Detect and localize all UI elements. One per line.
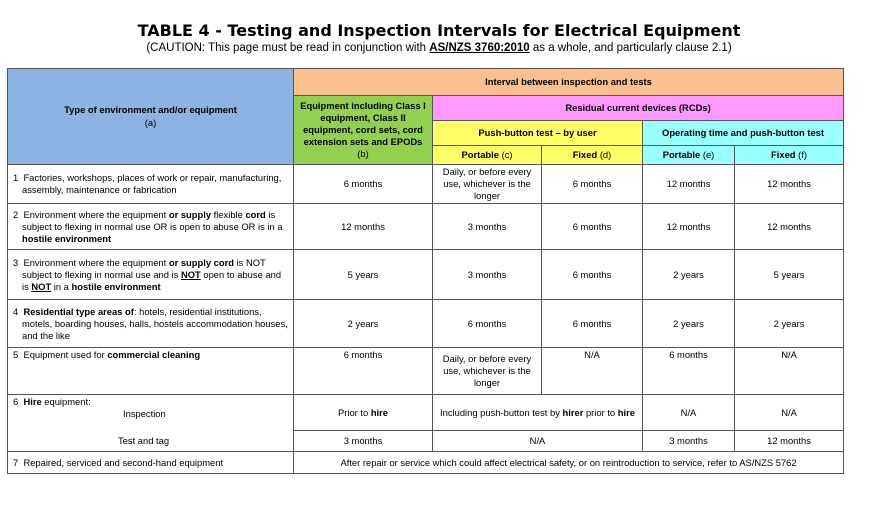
row-number: 2 [13, 208, 19, 220]
env-text: flexible [211, 208, 246, 220]
cell-text: Prior to [337, 406, 371, 418]
header-equipment [294, 96, 433, 165]
cell-emphasis: hirer [562, 406, 584, 418]
env-emphasis: Hire [23, 396, 42, 408]
env-text: Environment where the equipment [23, 208, 169, 220]
header-fixed-d-label: Fixed [572, 148, 598, 160]
header-fixed-f [735, 146, 844, 165]
cell-b: 6 months [294, 348, 433, 395]
cell-c: Daily, or before every use, whichever is the longer [433, 165, 542, 204]
cell-d: 6 months [542, 204, 643, 250]
env-cell [8, 165, 294, 204]
cell-c: 3 months [433, 204, 542, 250]
cell-f: 2 years [735, 300, 844, 348]
header-code-f: (f) [798, 148, 807, 160]
cell-text: prior to [583, 406, 618, 418]
cell-b: 12 months [294, 204, 433, 250]
cell-f: N/A [735, 348, 844, 395]
table-row [8, 250, 844, 300]
cell-e: 2 years [643, 300, 735, 348]
table-row [8, 395, 844, 431]
header-fixed-d [542, 146, 643, 165]
env-emphasis: hostile environment [71, 280, 161, 292]
env-text: Repaired, serviced and second-hand equipment [23, 456, 224, 468]
cell-b: 6 months [294, 165, 433, 204]
cell-b: 2 years [294, 300, 433, 348]
caution-suffix: as a whole, and particularly clause 2.1) [529, 42, 732, 54]
header-interval: Interval between inspection and tests [294, 69, 844, 96]
header-portable-c-label: Portable [461, 148, 499, 160]
row-number: 5 [13, 349, 19, 361]
caution-note [0, 42, 878, 54]
row-number: 6 [13, 396, 19, 408]
header-push-button: Push-button test – by user [433, 121, 643, 146]
sub-label-test-tag: Test and tag [118, 434, 170, 446]
cell-d: 6 months [542, 165, 643, 204]
row-number: 4 [13, 305, 19, 317]
cell-emphasis: hire [370, 406, 389, 418]
header-fixed-f-label: Fixed [771, 148, 796, 160]
cell-cd [433, 395, 643, 431]
cell-e: 12 months [643, 204, 735, 250]
cell-f: 12 months [735, 431, 844, 452]
cell-b: 3 months [294, 431, 433, 452]
intervals-table [7, 68, 844, 474]
cell-c: 3 months [433, 250, 542, 300]
header-environment [8, 69, 294, 165]
header-portable-e-label: Portable [662, 148, 701, 160]
header-code-c: (c) [501, 148, 513, 160]
cell-f: 5 years [735, 250, 844, 300]
row-number: 7 [13, 456, 19, 468]
page-title: TABLE 4 - Testing and Inspection Intervals for Electrical Equipment [137, 21, 741, 40]
header-equipment-label: Equipment including Class I equipment, Class II equipment, cord sets, cord extension sets and EPODs [300, 99, 426, 148]
env-cell [8, 250, 294, 300]
header-environment-label: Type of environment and/or equipment [64, 104, 237, 116]
cell-b [294, 395, 433, 431]
row-number: 3 [13, 256, 19, 268]
env-cell [8, 300, 294, 348]
cell-d: 6 months [542, 250, 643, 300]
caution-prefix: (CAUTION: This page must be read in conjunction with [146, 42, 430, 54]
env-emphasis: or supply cord [168, 256, 234, 268]
table-row [8, 300, 844, 348]
env-text: Equipment used for [23, 349, 108, 361]
env-cell [8, 348, 294, 395]
env-text: is NOT subject to flexing in normal use and is [22, 256, 266, 280]
env-text: is subject to flexing in normal use OR is open to abuse OR is in a [22, 208, 283, 232]
env-text: Factories, workshops, places of work or repair, manufacturing, assembly, maintenance or fabrication [22, 172, 282, 196]
sub-label-inspection: Inspection [123, 408, 166, 420]
cell-e: 12 months [643, 165, 735, 204]
cell-merged: After repair or service which could affect electrical safety, or on reintroduction to service, refer to AS/NZS 5762 [294, 452, 844, 474]
env-cell [8, 204, 294, 250]
env-cell [8, 452, 294, 474]
env-text: open to abuse and is [22, 268, 282, 292]
cell-f: 12 months [735, 165, 844, 204]
env-cell [8, 431, 294, 452]
env-emphasis: Residential type areas of [23, 305, 134, 317]
cell-c: 6 months [433, 300, 542, 348]
table-row [8, 348, 844, 395]
header-code-d: (d) [599, 148, 612, 160]
cell-c: Daily, or before every use, whichever is the longer [433, 348, 542, 395]
table-row [8, 431, 844, 452]
env-emphasis: NOT [31, 280, 52, 292]
env-emphasis: commercial cleaning [107, 349, 201, 361]
cell-e: 2 years [643, 250, 735, 300]
cell-e: N/A [643, 395, 735, 431]
env-emphasis: hostile environment [22, 232, 112, 244]
standard-reference: AS/NZS 3760:2010 [429, 42, 530, 54]
header-environment-code: (a) [144, 116, 157, 128]
header-equipment-code: (b) [357, 148, 369, 160]
cell-text: Including push-button test by [440, 406, 563, 418]
header-code-e: (e) [702, 148, 715, 160]
table-row [8, 204, 844, 250]
env-text: equipment: [41, 396, 91, 408]
env-text: in a [51, 280, 72, 292]
env-text: : hotels, residential institutions, motels, boarding houses, halls, hostels accommodation houses, and the like [22, 305, 288, 341]
env-text: Environment where the equipment [23, 256, 169, 268]
header-portable-c [433, 146, 542, 165]
header-operating-time: Operating time and push-button test [643, 121, 844, 146]
cell-f: N/A [735, 395, 844, 431]
env-emphasis: or supply [168, 208, 212, 220]
cell-f: 12 months [735, 204, 844, 250]
cell-emphasis: hire [617, 406, 635, 418]
cell-e: 6 months [643, 348, 735, 395]
env-emphasis: cord [245, 208, 266, 220]
env-emphasis: NOT [180, 268, 201, 280]
env-cell [8, 395, 294, 431]
cell-b: 5 years [294, 250, 433, 300]
header-portable-e [643, 146, 735, 165]
row-number: 1 [13, 172, 19, 184]
table-row [8, 452, 844, 474]
cell-d: N/A [542, 348, 643, 395]
table-row [8, 165, 844, 204]
header-rcd: Residual current devices (RCDs) [433, 96, 844, 121]
cell-e: 3 months [643, 431, 735, 452]
cell-d: 6 months [542, 300, 643, 348]
cell-cd: N/A [433, 431, 643, 452]
